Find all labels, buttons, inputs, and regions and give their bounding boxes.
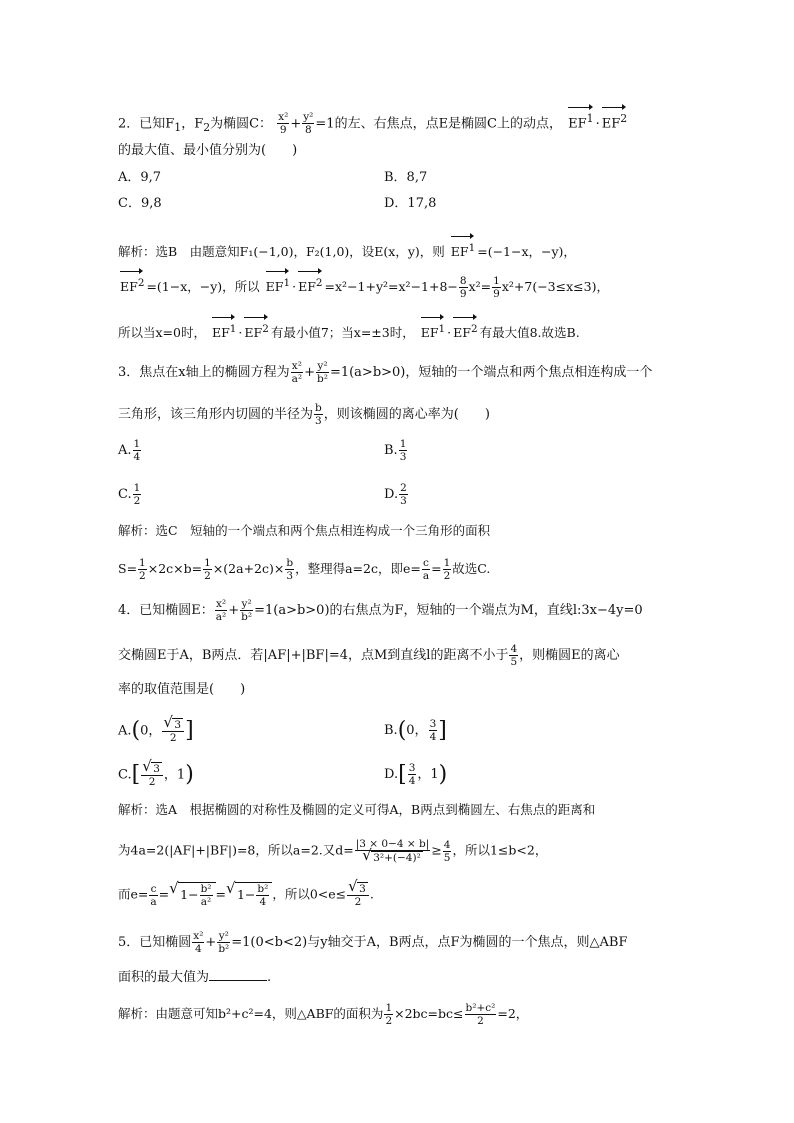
q4-option-a: A.(0， √ $\frac{3}{2}$ ] bbox=[118, 718, 194, 744]
frac-1-9: $\frac{1}{9}$ bbox=[493, 275, 500, 301]
vector-ef2: $EF^2$ bbox=[244, 314, 268, 341]
frac-8-9: $\frac{8}{9}$ bbox=[459, 275, 467, 301]
q4-solution-line3: 而e= $\frac{c}{a}$ =√ 1− $\frac{\text{b²}}{\text{a²}}$ =√ 1− $\frac{\text{b²}}{4}$ ，所以0<e≤ √ $\frac{3}{2}$ . bbox=[118, 882, 374, 908]
q2-solution-line1: 解析：选B 由题意知F₁(−1,0)，F₂(1,0)，设E(x，y)，则 $EF^1 =(-1-x$，−y)， bbox=[118, 233, 576, 260]
q4-option-c: C.[ √ $\frac{3}{2}$ ，1) bbox=[118, 762, 194, 788]
q4-line2: 交椭圆E于A，B两点．若|AF|+|BF|=4，点M到直线l的距离不小于 $\frac{4}{5}$ ，则椭圆E的离心 bbox=[118, 643, 620, 668]
q4-option-d: D.[ $\frac{3}{4}$ ，1) bbox=[384, 761, 448, 787]
q3-option-d: D. $\frac{2}{3}$ bbox=[384, 482, 407, 507]
q2-option-a: A．9,7 bbox=[118, 170, 162, 185]
vector-ef1: $EF^1$ bbox=[568, 104, 593, 132]
q3-option-a: A. $\frac{1}{4}$ bbox=[118, 438, 141, 463]
q4-option-b: B.(0， $\frac{3}{4}$ ] bbox=[384, 717, 447, 743]
q2-frac-y: $\frac{\text{y²}}{8}$ bbox=[303, 111, 314, 137]
q3-option-b: B. $\frac{1}{3}$ bbox=[384, 438, 407, 463]
q3-line2: 三角形，该三角形内切圆的半径为 $\frac{b}{3}$ ，则该椭圆的离心率为( ) bbox=[118, 402, 490, 427]
q3-option-c: C. $\frac{1}{2}$ bbox=[118, 482, 141, 507]
answer-blank[interactable] bbox=[209, 968, 267, 981]
q5-line1: 5．已知椭圆 $\frac{\text{x²}}{4}$ + $\frac{\text{y²}}{\text{b²}}$ =1(0<b<2)与y轴交于A，B两点，点F为椭圆的一个焦点，则△ABF bbox=[118, 930, 628, 955]
vector-ef1: $EF^1$ bbox=[451, 233, 475, 260]
vector-ef1: $EF^1$ bbox=[212, 314, 236, 341]
q2-option-c: C．9,8 bbox=[118, 196, 162, 211]
q2-line1: 2．已知$F_1$，$F_2$为椭圆C： $\frac{\text{x²}}{9}$ + $\frac{\text{y²}}{8}$ =1的左、右焦点，点E是椭圆C上的动点， $EF^1 \cdot EF^2$ bbox=[118, 104, 629, 136]
vector-ef1: $EF^1$ bbox=[266, 268, 290, 295]
frac-x2-a2: $\frac{\text{x²}}{\text{a²}}$ bbox=[291, 360, 303, 385]
vector-ef2: $EF^2$ bbox=[602, 104, 627, 132]
q5-line2: 面积的最大值为 . bbox=[118, 970, 272, 985]
q4-line1: 4．已知椭圆E： $\frac{\text{x²}}{\text{a²}}$ + $\frac{\text{y²}}{\text{b²}}$ =1(a>b>0)的右焦点为F，短轴的一个端点为M，直线l:3x−4y=0 bbox=[118, 598, 643, 623]
q4-line3: 率的取值范围是( ) bbox=[118, 682, 246, 697]
q3-line1: 3．焦点在x轴上的椭圆方程为 $\frac{\text{x²}}{\text{a²}}$ + $\frac{\text{y²}}{\text{b²}}$ =1(a>b>0)，短轴的一个端点和两个焦点相连构成一个 bbox=[118, 360, 653, 385]
q2-option-d: D．17,8 bbox=[384, 196, 437, 211]
q2-solution-line2: $EF^2 =(1-x$，−y)，所以 $EF^1 \cdot EF^2 =x^2-1+y^2=x^2-1+8-$ $\frac{8}{9}$ x²= $\frac{1}{9}$ x²+7(−3≤x≤3)， bbox=[118, 268, 609, 300]
vector-ef2: $EF^2$ bbox=[298, 268, 322, 295]
vector-ef2: $EF^2$ bbox=[453, 314, 477, 341]
vector-ef1: $EF^1$ bbox=[421, 314, 445, 341]
q2-frac-x: $\frac{\text{x²}}{9}$ bbox=[278, 111, 289, 137]
q2-solution-line3: 所以当x=0时， $EF^1 \cdot EF^2$ 有最小值7；当x=±3时， $EF^1 \cdot EF^2$ 有最大值8.故选B. bbox=[118, 314, 580, 341]
q5-solution: 解析：由题意可知b²+c²=4，则△ABF的面积为 $\frac{1}{2}$ ×2bc=bc≤ $\frac{\text{b²+c²}}{2}$ =2， bbox=[118, 1002, 529, 1027]
frac-b-3: $\frac{b}{3}$ bbox=[315, 402, 322, 427]
q4-solution-line1: 解析：选A 根据椭圆的对称性及椭圆的定义可得A，B两点到椭圆左、右焦点的距离和 bbox=[118, 802, 596, 817]
q2-option-b: B．8,7 bbox=[384, 170, 428, 185]
frac-y2-b2: $\frac{\text{y²}}{\text{b²}}$ bbox=[317, 360, 328, 385]
q3-solution-line1: 解析：选C 短轴的一个端点和两个焦点相连构成一个三角形的面积 bbox=[118, 523, 491, 538]
q3-solution-line2: S= $\frac{1}{2}$ ×2c×b= $\frac{1}{2}$ ×(2a+2c)× $\frac{b}{3}$ ，整理得a=2c，即e= $\frac{c}{a}$ = $\frac{1}{2}$ 故选C. bbox=[118, 557, 491, 582]
q4-solution-line2: 为4a=2(|AF|+|BF|)=8，所以a=2.又d= |3 × 0−4 × b| √ 3²+(−4)² ≥ $\frac{4}{5}$ ，所以1≤b<2， bbox=[118, 838, 547, 864]
q2-line2: 的最大值、最小值分别为( ) bbox=[118, 143, 298, 158]
vector-ef2: $EF^2$ bbox=[120, 268, 144, 295]
